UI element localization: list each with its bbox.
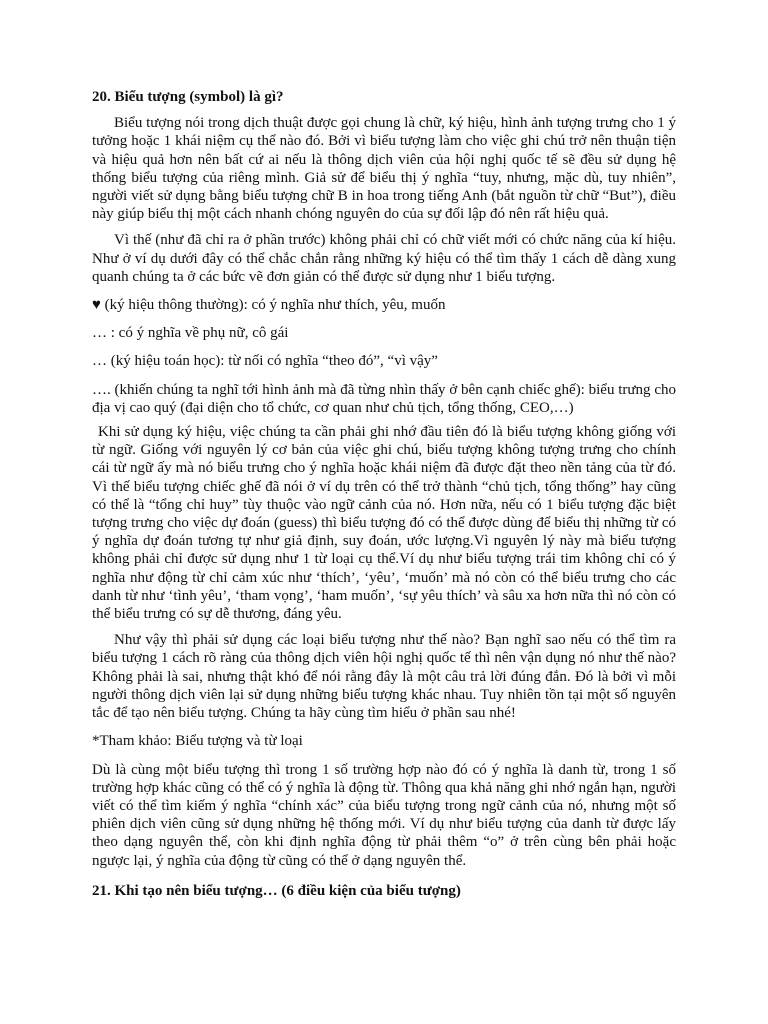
example-therefore: … (ký hiệu toán học): từ nối có nghĩa “theo đó”, “vì vậy” — [92, 353, 438, 370]
paragraph-symbol-function: Vì thế (như đã chỉ ra ở phần trước) không phải chỉ có chữ viết mới có chức năng của kí hiệu. Như ở ví dụ dưới đây có thể chắc chắn rằng những ký hiệu có thể tìm thấy 1 cách dễ dàng xung quanh chúng ta ở các bức vẽ đơn giản có thể được sử dụng như 1 biểu tượng. — [92, 232, 676, 285]
section-20-heading: 20. Biểu tượng (symbol) là gì? — [92, 89, 284, 105]
example-chair: …. (khiến chúng ta nghĩ tới hình ảnh mà đã từng nhìn thấy ở bên cạnh chiếc ghế): biểu trưng cho địa vị cao quý (đại diện cho tổ chức, cơ quan như chủ tịch, tổng thống, CEO,…) — [92, 381, 676, 416]
paragraph-symbol-usage: Khi sử dụng ký hiệu, việc chúng ta cần phải ghi nhớ đầu tiên đó là biểu tượng không giống với từ ngữ. Giống với nguyên lý cơ bản của việc ghi chú, biểu tượng không tượng trưng cho chính cái từ ngữ ấy mà nó biểu trưng cho ý nghĩa hoặc khái niệm đã được đặt theo nền tảng của từ đó. Vì thế biểu tượng chiếc ghế đã nói ở ví dụ trên có thể trở thành “chủ tịch, tổng thống” hay cũng có thể là “tổng chỉ huy” tùy thuộc vào ngữ cảnh của nó. Hơn nữa, nếu có 1 biểu tượng đặc biệt tượng trưng cho việc dự đoán (guess) thì biểu tượng đó có thể được dùng để biểu thị những từ có ý nghĩa dự đoán tương tự như giả định, suy đoán, ước lượng.Vì nguyên lý này mà biểu tượng không phải chỉ được sử dụng như 1 từ loại cụ thể.Ví dụ như biểu tượng trái tim không chỉ có ý nghĩa như động từ chỉ cảm xúc như ‘thích’, ‘yêu’, ‘muốn’ mà nó còn có thể biểu trưng cho các danh từ như ‘tình yêu’, ‘tham vọng’, ‘ham muốn’, ‘sự yêu thích’ và sâu xa hơn nữa thì nó còn có thể biểu trưng có sự dễ thương, đáng yêu. — [92, 424, 676, 623]
section-21-heading: 21. Khi tạo nên biểu tượng… (6 điều kiện của biểu tượng) — [92, 882, 461, 899]
example-woman: … : có ý nghĩa về phụ nữ, cô gái — [92, 325, 289, 342]
paragraph-how-to-use: Như vậy thì phải sử dụng các loại biểu tượng như thế nào? Bạn nghĩ sao nếu có thể tìm ra biểu tượng 1 cách rõ ràng của thông dịch viên hội nghị quốc tế thì nên vận dụng nó như thế nào? Không phải là sai, nhưng thật khó để nói rằng đây là một câu trả lời đúng đắn. Đó là bởi vì mỗi người thông dịch viên lại sử dụng những biểu tượng khác nhau. Tuy nhiên tồn tại một số nguyên tắc để tạo nên biểu tượng. Chúng ta hãy cùng tìm hiểu ở phần sau nhé! — [92, 632, 676, 722]
paragraph-symbol-word-class: Dù là cùng một biểu tượng thì trong 1 số trường hợp nào đó có ý nghĩa là danh từ, trong 1 số trường hợp khác cũng có thể có ý nghĩa là động từ. Thông qua khả năng ghi nhớ ngắn hạn, người viết có thể tìm kiếm ý nghĩa “chính xác” của biểu tượng trong ngữ cảnh của nó, nhưng một số phiên dịch viên cũng sử dụng những hệ thống mới. Ví dụ như biểu tượng của danh từ được lấy theo dạng nguyên thể, còn khi định nghĩa động từ phải thêm “o” ở trên cùng bên phải hoặc ngược lại, ý nghĩa của động từ cũng có thể ở dạng nguyên thể. — [92, 761, 676, 869]
paragraph-symbol-definition: Biểu tượng nói trong dịch thuật được gọi chung là chữ, ký hiệu, hình ảnh tượng trưng cho 1 ý tưởng hoặc 1 khái niệm cụ thể nào đó. Bởi vì biểu tượng làm cho việc ghi chú trở nên thuận tiện và hiệu quả hơn nên bất cứ ai nếu là thông dịch viên của hội nghị quốc tế sẽ đều sử dụng hệ thống biểu tượng của riêng mình. Giả sử để biểu thị ý nghĩa “tuy, nhưng, mặc dù, tuy nhiên”, người viết sử dụng bằng biểu tượng chữ B in hoa trong tiếng Anh (bắt nguồn từ chữ “But”), điều này giúp biểu thị một cách nhanh chóng nguyên do của sự đối lập đó nên rất hiệu quả. — [92, 115, 676, 223]
example-heart: ♥ (ký hiệu thông thường): có ý nghĩa như thích, yêu, muốn — [92, 297, 446, 314]
reference-label: *Tham khảo: Biểu tượng và từ loại — [92, 733, 303, 750]
document-page — [92, 88, 676, 900]
